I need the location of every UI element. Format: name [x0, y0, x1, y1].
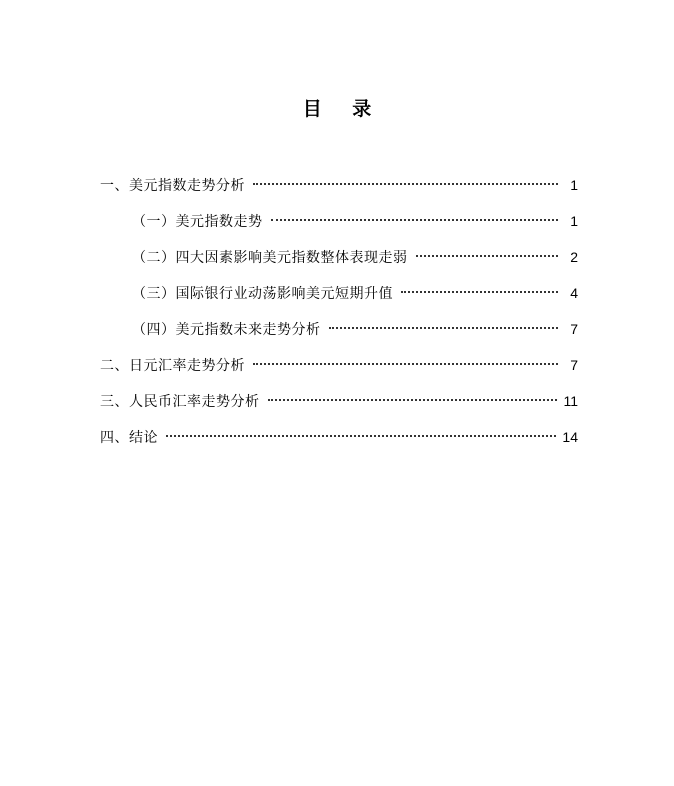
toc-entry[interactable] [100, 420, 578, 456]
toc-dot-leader [416, 240, 559, 262]
toc-page-number: 1 [570, 213, 578, 229]
toc-page-number: 1 [570, 177, 578, 193]
toc-dot-leader [253, 168, 558, 190]
toc-entry-label: （三）国际银行业动荡影响美元短期升值 [132, 286, 393, 302]
toc-entry[interactable] [100, 312, 578, 348]
toc-title: 目 录 [302, 98, 384, 120]
toc-dot-leader [166, 420, 556, 442]
toc-entry-label: （一）美元指数走势 [132, 214, 263, 230]
toc-entry[interactable] [100, 384, 578, 420]
toc-entry[interactable] [100, 276, 578, 312]
toc-entry[interactable] [100, 168, 578, 204]
table-of-contents [100, 168, 578, 456]
toc-dot-leader [329, 312, 559, 334]
toc-entry-label: （二）四大因素影响美元指数整体表现走弱 [132, 250, 408, 266]
toc-dot-leader [253, 348, 558, 370]
toc-dot-leader [271, 204, 559, 226]
toc-entry-label: 四、结论 [100, 430, 158, 446]
toc-entry[interactable] [100, 204, 578, 240]
toc-page-number: 7 [570, 321, 578, 337]
toc-entry[interactable] [100, 348, 578, 384]
toc-page-number: 4 [570, 285, 578, 301]
toc-entry-label: 二、日元汇率走势分析 [100, 358, 245, 374]
toc-page-number: 14 [562, 429, 578, 445]
toc-entry-label: 三、人民币汇率走势分析 [100, 394, 260, 410]
toc-entry-label: （四）美元指数未来走势分析 [132, 322, 321, 338]
toc-page-number: 11 [563, 393, 578, 409]
toc-page-number: 7 [570, 357, 578, 373]
toc-dot-leader [268, 384, 558, 406]
toc-entry[interactable] [100, 240, 578, 276]
toc-entry-label: 一、美元指数走势分析 [100, 178, 245, 194]
toc-dot-leader [401, 276, 558, 298]
toc-page-number: 2 [570, 249, 578, 265]
